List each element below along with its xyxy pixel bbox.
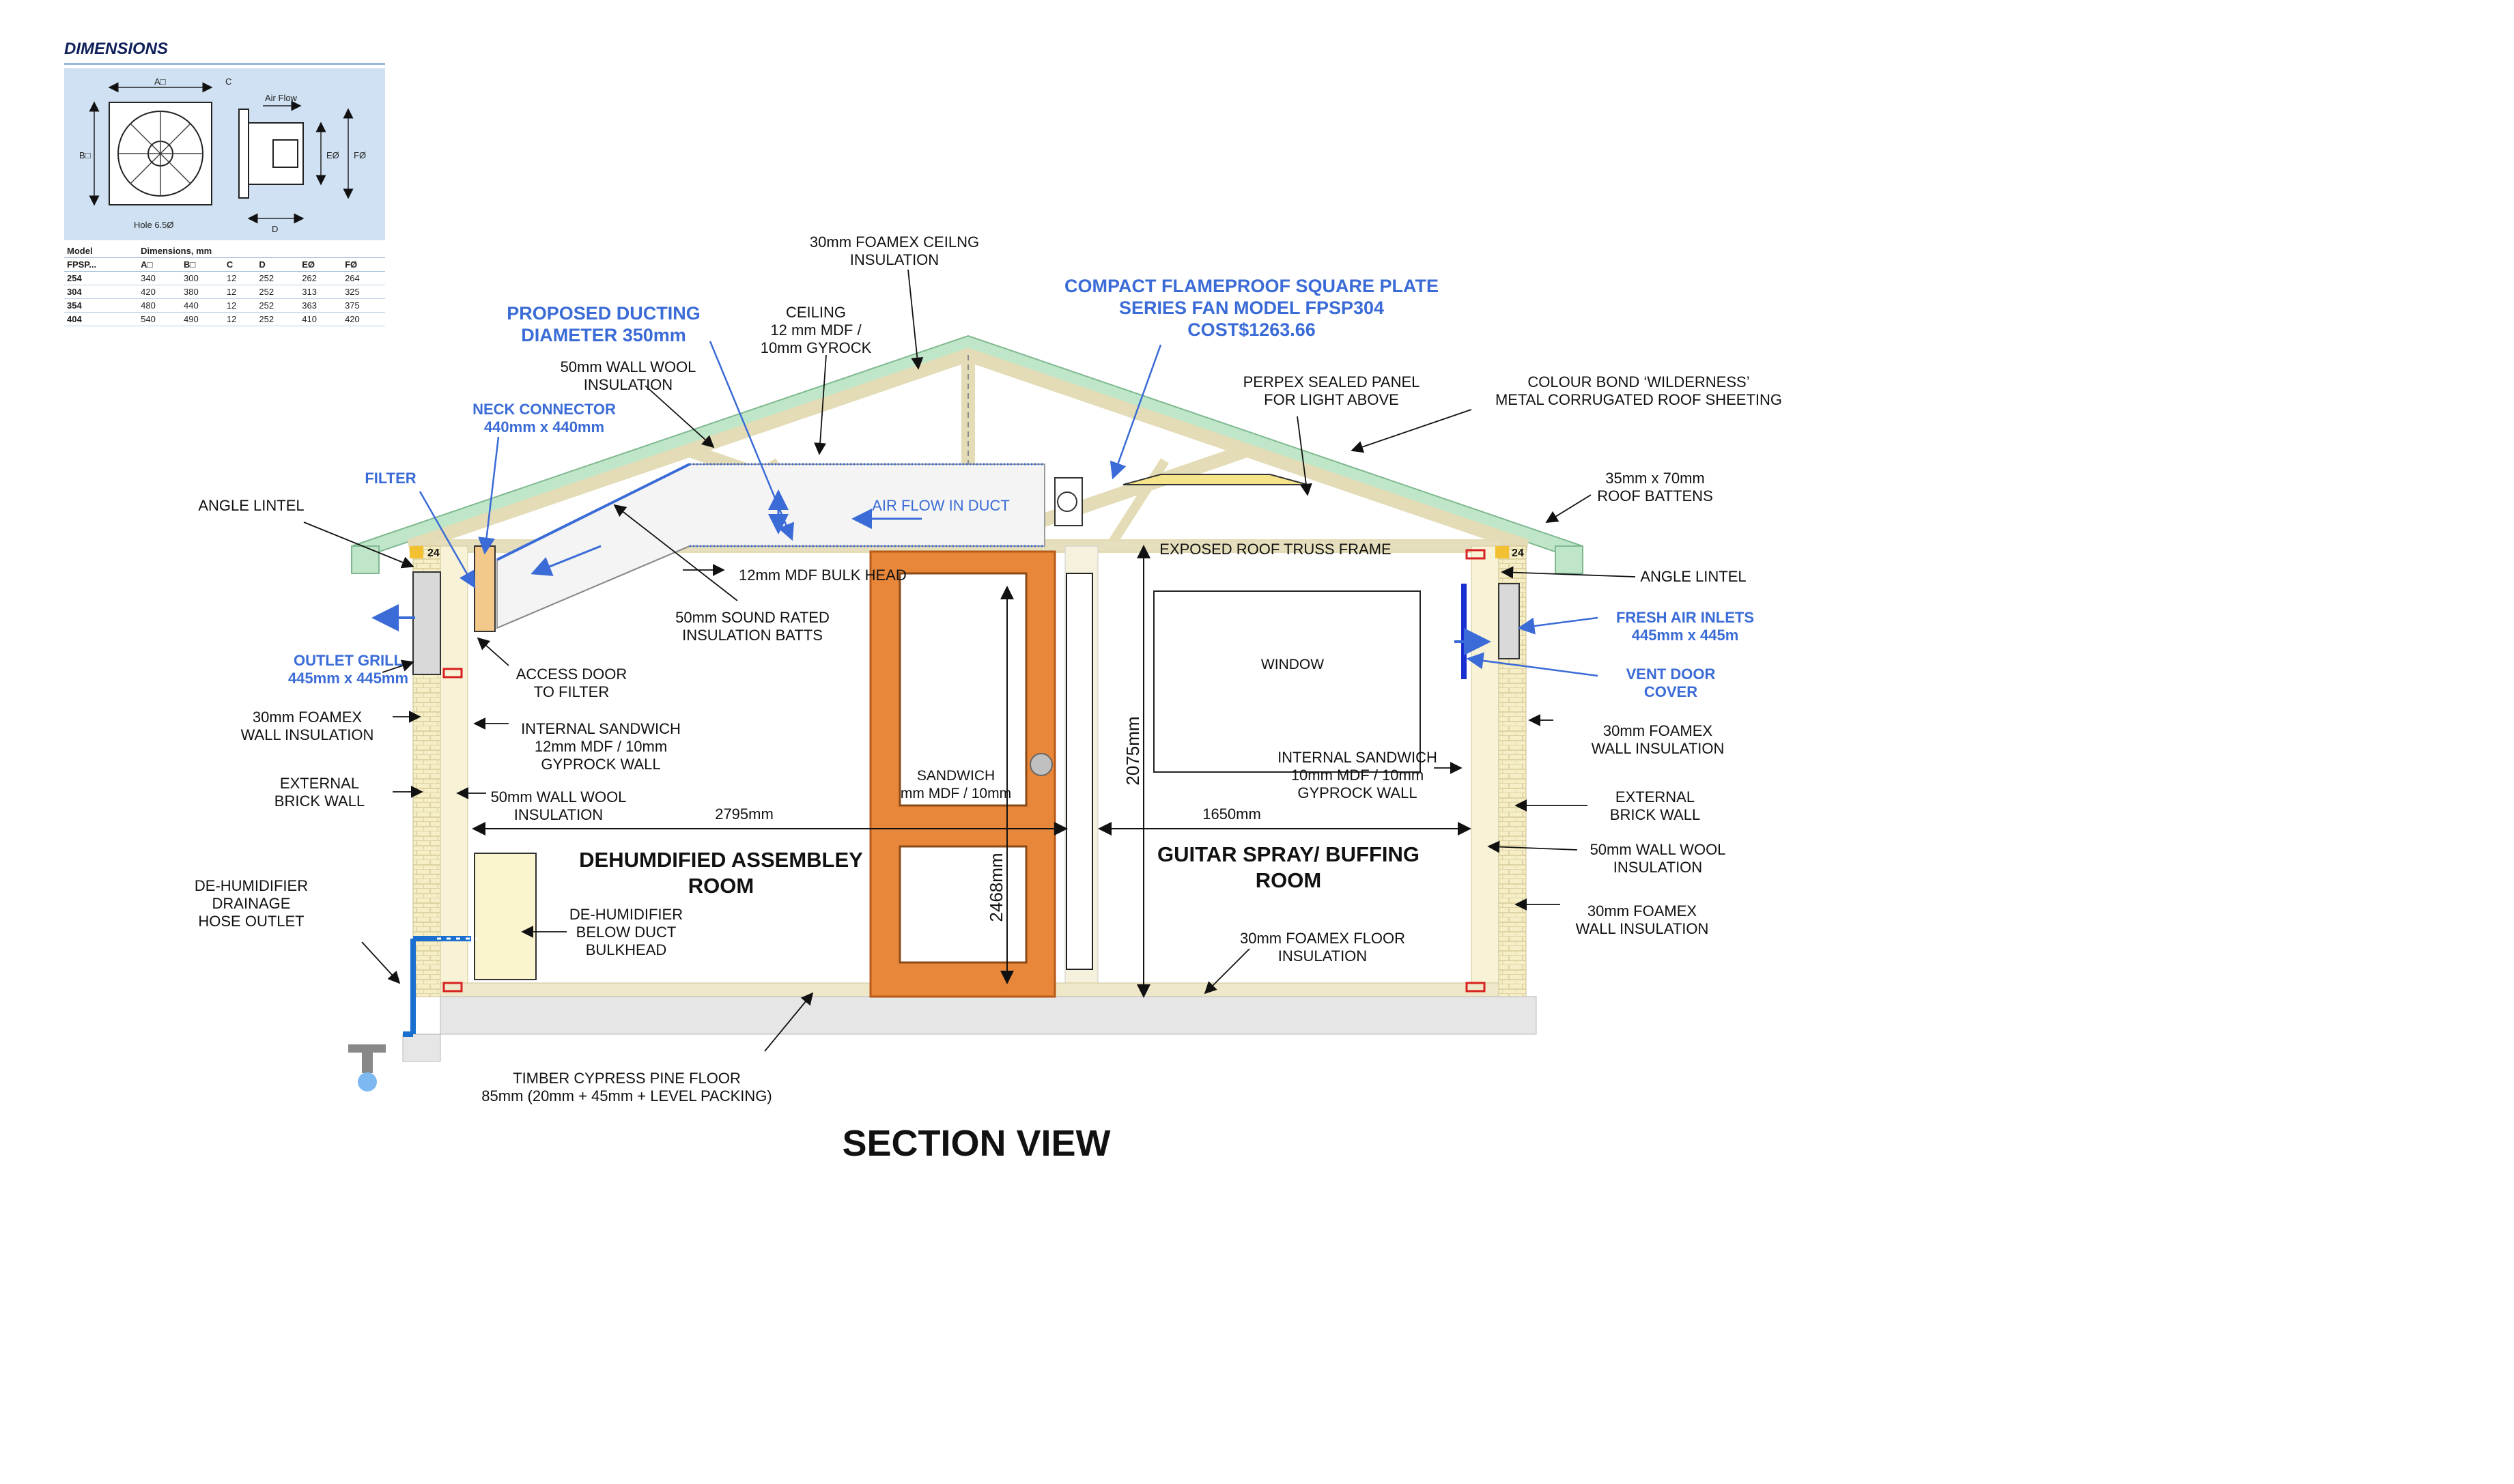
dims-col-c: C <box>224 258 257 272</box>
table-cell: 252 <box>256 299 299 313</box>
table-cell: 12 <box>224 313 257 326</box>
label-wall-wool-top: 50mm WALL WOOL INSULATION <box>560 358 696 393</box>
table-cell: 12 <box>224 272 257 285</box>
table-row <box>64 272 385 285</box>
dim-label-a: A□ <box>154 76 166 87</box>
table-cell: 440 <box>181 299 224 313</box>
table-cell: 380 <box>181 285 224 299</box>
table-cell: 354 <box>64 299 138 313</box>
dims-col-e: EØ <box>299 258 342 272</box>
table-cell: 410 <box>299 313 342 326</box>
label-dim-2468: 2468mm <box>986 853 1006 922</box>
dimensions-heading: DIMENSIONS <box>64 40 169 58</box>
dims-col-f: FØ <box>342 258 385 272</box>
table-cell: 325 <box>342 285 385 299</box>
dims-col-model: FPSP... <box>64 258 138 272</box>
label-lintel-tag-right: 24 <box>1512 547 1524 559</box>
label-fan-model: COMPACT FLAMEPROOF SQUARE PLATE SERIES FAN MODEL FPSP304 COST$1263.66 <box>1064 276 1439 340</box>
table-cell: 363 <box>299 299 342 313</box>
table-cell: 12 <box>224 299 257 313</box>
table-cell: 490 <box>181 313 224 326</box>
label-floor: TIMBER CYPRESS PINE FLOOR 85mm (20mm + 45mm + LEVEL PACKING) <box>481 1070 772 1104</box>
table-cell: 252 <box>256 285 299 299</box>
label-room-right: GUITAR SPRAY/ BUFFING ROOM <box>1157 842 1420 892</box>
label-proposed-ducting: PROPOSED DUCTING DIAMETER 350mm <box>507 303 701 345</box>
dim-label-f: FØ <box>354 150 367 160</box>
label-roof-battens: 35mm x 70mm ROOF BATTENS <box>1597 470 1713 504</box>
table-cell: 404 <box>64 313 138 326</box>
dimensions-panel <box>64 40 385 351</box>
label-filter: FILTER <box>365 470 416 487</box>
dims-header-dimensions: Dimensions, mm <box>138 244 385 258</box>
label-mdf-bulkhead: 12mm MDF BULK HEAD <box>739 567 907 584</box>
dims-col-d: D <box>256 258 299 272</box>
label-neck-connector: NECK CONNECTOR 440mm x 440mm <box>472 401 616 436</box>
table-cell: 300 <box>181 272 224 285</box>
table-row <box>64 285 385 299</box>
label-wall-wool-left: 50mm WALL WOOL INSULATION <box>490 788 627 823</box>
table-cell: 252 <box>256 272 299 285</box>
label-vent-door: VENT DOOR COVER <box>1626 666 1716 700</box>
table-cell: 375 <box>342 299 385 313</box>
table-cell: 254 <box>64 272 138 285</box>
label-ceiling: CEILING 12 mm MDF / 10mm GYROCK <box>760 304 872 356</box>
label-foamex-wall-right2: 30mm FOAMEX WALL INSULATION <box>1575 902 1709 937</box>
label-dim-2795: 2795mm <box>715 805 774 823</box>
dimensions-table-header <box>64 258 385 272</box>
label-colour-bond: COLOUR BOND ‘WILDERNESS’ METAL CORRUGATED ROOF SHEETING <box>1495 373 1783 408</box>
label-exposed-truss: EXPOSED ROOF TRUSS FRAME <box>1159 541 1392 558</box>
table-cell: 420 <box>138 285 181 299</box>
dimensions-heading-rule <box>64 63 385 65</box>
label-internal-sandwich-right: INTERNAL SANDWICH 10mm MDF / 10mm GYPROCK WALL <box>1277 749 1437 801</box>
label-foamex-ceiling: 30mm FOAMEX CEILNG INSULATION <box>809 233 980 268</box>
dims-col-a: A□ <box>138 258 181 272</box>
table-cell: 313 <box>299 285 342 299</box>
table-cell: 420 <box>342 313 385 326</box>
dim-label-d: D <box>272 224 279 234</box>
dims-header-model: Model <box>64 244 138 258</box>
label-wall-wool-right: 50mm WALL WOOL INSULATION <box>1590 841 1726 876</box>
label-sandwich-door: SANDWICH mm MDF / 10mm <box>900 768 1012 801</box>
dimensions-table <box>64 244 385 326</box>
table-cell: 540 <box>138 313 181 326</box>
label-angle-lintel-right: ANGLE LINTEL <box>1640 568 1747 585</box>
label-lintel-tag-left: 24 <box>427 547 440 559</box>
label-external-brick-right: EXTERNAL BRICK WALL <box>1609 788 1701 823</box>
label-foamex-wall-right: 30mm FOAMEX WALL INSULATION <box>1591 722 1725 757</box>
label-perpex: PERPEX SEALED PANEL FOR LIGHT ABOVE <box>1243 373 1420 408</box>
dim-label-hole: Hole 6.5Ø <box>134 220 174 230</box>
label-dim-1650: 1650mm <box>1202 805 1261 823</box>
dim-label-b: B□ <box>79 150 91 160</box>
table-cell: 12 <box>224 285 257 299</box>
label-air-flow-duct: AIR FLOW IN DUCT <box>872 497 1010 514</box>
label-angle-lintel-left: ANGLE LINTEL <box>198 497 305 514</box>
table-cell: 264 <box>342 272 385 285</box>
dimensions-table-header-top <box>64 244 385 258</box>
dim-label-e: EØ <box>326 150 339 160</box>
label-sound-batts: 50mm SOUND RATED INSULATION BATTS <box>675 609 830 644</box>
page-title: SECTION VIEW <box>842 1123 1111 1164</box>
label-outlet-grill: OUTLET GRILL 445mm x 445mm <box>287 652 409 687</box>
label-foamex-wall-left: 30mm FOAMEX WALL INSULATION <box>240 709 374 743</box>
table-cell: 252 <box>256 313 299 326</box>
label-dim-2075: 2075mm <box>1122 716 1143 786</box>
label-window: WINDOW <box>1260 657 1325 672</box>
table-row <box>64 299 385 313</box>
table-cell: 340 <box>138 272 181 285</box>
dim-label-airflow: Air Flow <box>265 93 297 103</box>
table-cell: 262 <box>299 272 342 285</box>
label-external-brick-left: EXTERNAL BRICK WALL <box>274 775 365 810</box>
label-access-door: ACCESS DOOR TO FILTER <box>515 666 627 700</box>
table-cell: 480 <box>138 299 181 313</box>
table-cell: 304 <box>64 285 138 299</box>
dims-col-b: B□ <box>181 258 224 272</box>
label-room-left: DEHUMDIFIED ASSEMBLEY ROOM <box>579 848 863 898</box>
dim-label-c: C <box>225 76 232 87</box>
label-dehumidifier-below: DE-HUMIDIFIER BELOW DUCT BULKHEAD <box>569 906 683 958</box>
label-foamex-floor: 30mm FOAMEX FLOOR INSULATION <box>1239 930 1406 965</box>
label-fresh-air: FRESH AIR INLETS 445mm x 445m <box>1615 609 1755 644</box>
label-dehumidifier-outlet: DE-HUMIDIFIER DRAINAGE HOSE OUTLET <box>194 877 309 930</box>
label-internal-sandwich-left: INTERNAL SANDWICH 12mm MDF / 10mm GYPROCK WALL <box>521 720 681 773</box>
table-row <box>64 313 385 326</box>
